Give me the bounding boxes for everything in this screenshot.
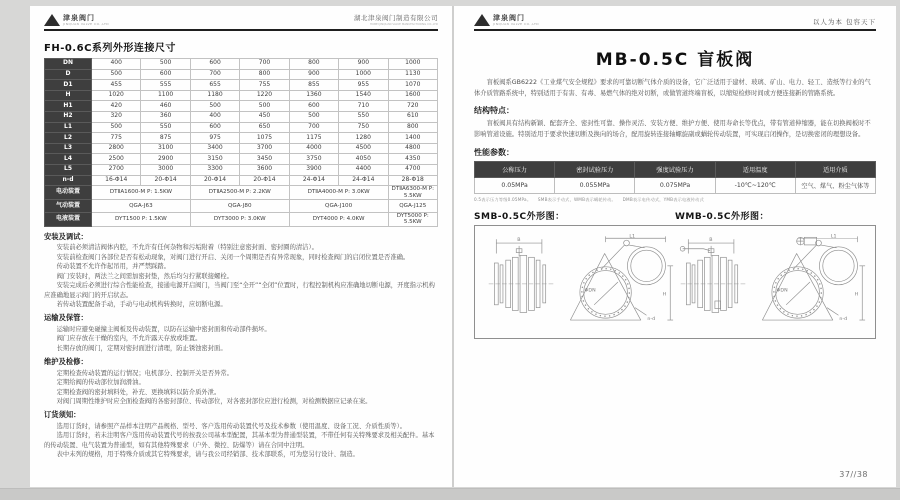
dim-cell: 1360	[289, 90, 338, 101]
dim-cell: 700	[289, 122, 338, 133]
actuator-cell: DTⅡA2500-M P: 2.2KW	[190, 186, 289, 200]
actuator-cell: DTⅡA6300-M P: 5.5KW	[388, 186, 437, 200]
actuator-cell: DTⅡA1600-M P: 1.5KW	[92, 186, 191, 200]
section-heading: 维护及检修：	[44, 357, 88, 367]
param-header: 适用温度	[715, 161, 795, 177]
smb-front-view-drawing	[559, 232, 675, 332]
dim-cell: 20-Φ14	[141, 175, 190, 186]
dim-label-dn: ΦDN	[776, 288, 788, 294]
dim-cell: 500	[240, 101, 289, 112]
dim-cell: 650	[240, 122, 289, 133]
param-value: 0.075MPa	[635, 177, 715, 193]
dim-cell: 550	[339, 111, 388, 122]
dim-label-dn: ΦDN	[584, 288, 596, 294]
dim-cell: 500	[92, 122, 141, 133]
actuator-cell: DYT5000 P: 5.5KW	[388, 212, 437, 226]
table-row	[45, 80, 438, 91]
row-label: L1	[45, 122, 92, 133]
dim-cell: 500	[289, 111, 338, 122]
actuator-cell: QGA-J80	[190, 199, 289, 212]
dim-cell: 3450	[240, 154, 289, 165]
dim-cell: 3300	[190, 164, 239, 175]
actuator-cell: DTⅡA4000-M P: 3.0KW	[289, 186, 388, 200]
dim-cell: 1540	[339, 90, 388, 101]
section-heading: 运输及保管：	[44, 313, 88, 323]
row-label: H1	[45, 101, 92, 112]
right-page	[454, 6, 896, 487]
dim-cell: 360	[141, 111, 190, 122]
dim-label-b: B	[517, 237, 521, 243]
dim-cell: 3700	[240, 143, 289, 154]
dim-cell: 1000	[388, 59, 437, 70]
table-row	[45, 143, 438, 154]
row-label: L4	[45, 154, 92, 165]
table-row	[45, 122, 438, 133]
smb-side-view-drawing	[483, 232, 559, 332]
dim-cell: 20-Φ14	[240, 175, 289, 186]
param-header: 强度试验压力	[635, 161, 715, 177]
table-row	[45, 101, 438, 112]
dim-cell: 1175	[289, 133, 338, 144]
dim-cell: 24-Φ14	[339, 175, 388, 186]
dim-cell: 800	[240, 69, 289, 80]
pages-container	[30, 6, 888, 487]
dim-cell: 3900	[289, 164, 338, 175]
dim-cell: 1180	[190, 90, 239, 101]
dim-cell: 855	[289, 80, 338, 91]
drawings-box	[474, 225, 876, 339]
param-value: 0.05MPa	[475, 177, 555, 193]
brand	[474, 14, 539, 26]
section-paragraph: 表中未列的规格，用于特殊介质或其它特殊要求，请与我公司经销部、技术部联系，可为您另行设计、制造。	[56, 451, 359, 459]
performance-table-head	[475, 161, 876, 177]
row-label: H	[45, 90, 92, 101]
row-label: D1	[45, 80, 92, 91]
actuator-cell: QGA-J125	[388, 199, 437, 212]
dim-label-nd: n-d	[839, 316, 848, 322]
dim-cell: 1100	[141, 90, 190, 101]
dim-cell: 550	[141, 122, 190, 133]
performance-table	[474, 161, 876, 194]
intro-paragraph: 盲板阀系GB6222《工业煤气安全规程》要求的可靠切断气体介质的设备，它广泛适用于建材、玻璃、矿山、电力、轻工、造纸等行业的气体介质管路系统中，特别适用于有害、有毒、易燃气体的绝对切断，或做管道终端盲板，以缩短检修时间或方便连接新的管路系统。	[474, 79, 871, 97]
dim-label-l1: L1	[629, 234, 636, 240]
dim-cell: 24-Φ14	[289, 175, 338, 186]
dim-cell: 720	[388, 101, 437, 112]
smb-drawing-title: SMB-0.5C外形图：	[474, 211, 565, 222]
dim-cell: 420	[92, 101, 141, 112]
dim-cell: 755	[240, 80, 289, 91]
page-title: MB-0.5C 盲板阀	[595, 50, 755, 70]
brand-name: 津泉阀门	[493, 14, 525, 23]
dim-label-h: H	[854, 292, 859, 298]
dim-cell: 1220	[240, 90, 289, 101]
dim-label-nd: n-d	[647, 316, 656, 322]
dim-cell: 1130	[388, 69, 437, 80]
dim-cell: 1280	[339, 133, 388, 144]
left-page-header	[44, 14, 438, 31]
dim-cell: 20-Φ14	[190, 175, 239, 186]
dim-cell: 4350	[388, 154, 437, 165]
dim-cell: 1000	[339, 69, 388, 80]
table-row	[45, 199, 438, 212]
table-row	[45, 59, 438, 70]
dim-label-h: H	[662, 292, 667, 298]
table-row	[45, 69, 438, 80]
dim-cell: 600	[141, 69, 190, 80]
dim-label-b: B	[709, 237, 713, 243]
dim-cell: 710	[339, 101, 388, 112]
section-paragraph: 定期检查传动装置的运行情况；电机部分、控制开关是否异常。	[56, 369, 233, 377]
company-slogan: 以人为本 包容天下	[812, 18, 876, 26]
section-paragraph: 定期给阀的传动部位加润滑油。	[56, 379, 145, 387]
dimension-table-body	[45, 59, 438, 227]
company-name: 湖北津泉阀门制造有限公司	[354, 13, 438, 22]
dim-cell: 600	[190, 122, 239, 133]
dim-cell: 2500	[92, 154, 141, 165]
section-paragraph: 若传动装置配备手动，手动与电动机构转换时，应切断电源。	[56, 300, 227, 308]
param-value: -10℃~120℃	[715, 177, 795, 193]
dim-cell: 450	[240, 111, 289, 122]
dim-cell: 875	[141, 133, 190, 144]
dim-cell: 3100	[141, 143, 190, 154]
dim-cell: 700	[240, 59, 289, 70]
dim-cell: 750	[339, 122, 388, 133]
param-header: 适用介质	[795, 161, 875, 177]
brand-name: 津泉阀门	[63, 14, 95, 23]
page-number: 37//38	[839, 470, 868, 479]
actuator-cell: QGA-J100	[289, 199, 388, 212]
row-label: 电液装置	[45, 212, 92, 226]
row-label: L5	[45, 164, 92, 175]
row-label: DN	[45, 59, 92, 70]
dim-cell: 955	[339, 80, 388, 91]
table-row	[475, 161, 876, 177]
dim-cell: 28-Φ18	[388, 175, 437, 186]
dim-cell: 1600	[388, 90, 437, 101]
dim-cell: 2700	[92, 164, 141, 175]
row-label: 气动装置	[45, 199, 92, 212]
table-row	[45, 175, 438, 186]
dim-cell: 655	[190, 80, 239, 91]
dim-cell: 3150	[190, 154, 239, 165]
actuator-cell: DYT3000 P: 3.0KW	[190, 212, 289, 226]
dimension-table	[44, 58, 438, 227]
dim-cell: 400	[190, 111, 239, 122]
table-row	[45, 212, 438, 226]
dim-cell: 3400	[190, 143, 239, 154]
section-paragraph: 安装前检查阀门各部位是否有松动现象，对阀门进行开启、关闭一个周期是否有异常现象，同时检查阀门的启闭位置是否准确。	[56, 253, 410, 261]
table-footnote: 0.5表示压力等级0.05MPa。 SMB表示手动式，WMB表示蜗轮传动。 DMB表示电传动式，YMB表示电液传动式	[474, 196, 704, 202]
param-value: 空气、煤气、粉尘气体等	[795, 177, 875, 193]
table-row	[45, 164, 438, 175]
dim-cell: 600	[190, 59, 239, 70]
dim-cell: 455	[92, 80, 141, 91]
dim-cell: 3750	[289, 154, 338, 165]
dim-cell: 4050	[339, 154, 388, 165]
table-row	[45, 90, 438, 101]
section-paragraph: 运输时应避免碰撞主阀板及传动装置，以防在运输中密封面和传动部件损坏。	[56, 325, 271, 333]
dim-cell: 3000	[141, 164, 190, 175]
drawing-titles	[474, 209, 876, 222]
row-label: 电动装置	[45, 186, 92, 200]
dim-cell: 4500	[339, 143, 388, 154]
dim-cell: 3600	[240, 164, 289, 175]
row-label: L3	[45, 143, 92, 154]
dim-cell: 900	[339, 59, 388, 70]
section-paragraph: 长期存放的阀门，定期对密封面进行清理，防止锈蚀密封面。	[56, 344, 227, 352]
brand-logo-icon	[44, 14, 60, 26]
left-section-title: FH-0.6C系列外形连接尺寸	[44, 43, 176, 54]
left-page	[30, 6, 452, 487]
dim-cell: 1020	[92, 90, 141, 101]
row-label: H2	[45, 111, 92, 122]
dim-cell: 775	[92, 133, 141, 144]
section-paragraph: 定期检查阀的密封填料处，补充、更换填料以防介质外泄。	[56, 388, 221, 396]
dim-cell: 500	[141, 59, 190, 70]
row-label: D	[45, 69, 92, 80]
section-paragraph: 传动装置不允许作起吊用，并严禁踩踏。	[56, 263, 170, 271]
table-row	[45, 133, 438, 144]
wmb-side-view-drawing	[675, 232, 751, 332]
brand-logo-icon	[474, 14, 490, 26]
brand-subtitle: JINQUAN VALVE CO.,LTD	[63, 21, 110, 26]
features-heading: 结构特点：	[474, 106, 514, 116]
brand-text	[493, 15, 539, 26]
dim-cell: 1070	[388, 80, 437, 91]
dim-cell: 1400	[388, 133, 437, 144]
dim-cell: 320	[92, 111, 141, 122]
param-header: 密封试验压力	[555, 161, 635, 177]
section-paragraph: 阀门安装时，两法兰之间需加密封垫，然后均匀拧紧联接螺栓。	[56, 272, 233, 280]
dim-cell: 700	[190, 69, 239, 80]
actuator-cell: DYT1500 P: 1.5KW	[92, 212, 191, 226]
params-heading: 性能参数：	[474, 147, 514, 157]
dim-cell: 975	[190, 133, 239, 144]
brand-text	[63, 15, 109, 26]
dim-cell: 610	[388, 111, 437, 122]
dim-cell: 4700	[388, 164, 437, 175]
section-paragraph: 安装前必须清洁阀体内腔，不允许有任何杂物和污垢附着（特别注意密封面、密封圈的清洁）。	[56, 244, 318, 252]
dim-cell: 1075	[240, 133, 289, 144]
dim-label-l1: L1	[830, 234, 837, 240]
dim-cell: 500	[190, 101, 239, 112]
section-heading: 订货须知：	[44, 410, 81, 420]
wmb-front-view-drawing	[751, 232, 867, 332]
dim-cell: 4000	[289, 143, 338, 154]
table-row	[475, 177, 876, 193]
dim-cell: 500	[92, 69, 141, 80]
wmb-drawing-title: WMB-0.5C外形图：	[675, 211, 770, 222]
section-paragraph: 对阀门周期性维护时应全面检查阀的各密封部位、传动部位，对各密封部位应进行检测，对检测数据应记录在案。	[56, 398, 372, 405]
left-text-sections	[44, 232, 438, 460]
actuator-cell: DYT4000 P: 4.0KW	[289, 212, 388, 226]
dim-cell: 2800	[92, 143, 141, 154]
dim-cell: 800	[388, 122, 437, 133]
section-paragraph: 安装完成后必须进行综合性能检查，接通电源开启阀门，当阀门至“全开”“全闭”位置时，行程控制机构应准确地切断电源，开度指示机构应准确地显示阀门的开启状态。	[44, 282, 435, 299]
dim-cell: 4400	[339, 164, 388, 175]
dim-cell: 800	[289, 59, 338, 70]
actuator-cell: QGA-J63	[92, 199, 191, 212]
table-row	[45, 186, 438, 200]
table-row	[45, 111, 438, 122]
dim-cell: 2900	[141, 154, 190, 165]
param-value: 0.055MPa	[555, 177, 635, 193]
dim-cell: 460	[141, 101, 190, 112]
right-page-header	[474, 14, 876, 31]
dim-cell: 16-Φ14	[92, 175, 141, 186]
brand-subtitle: JINQUAN VALVE CO.,LTD	[493, 21, 540, 26]
row-label: L2	[45, 133, 92, 144]
section-heading: 安装及调试：	[44, 231, 88, 241]
section-paragraph: 阀门应存放在干燥的室内，不允许露天存放或堆置。	[56, 335, 202, 343]
dim-cell: 555	[141, 80, 190, 91]
dim-cell: 4800	[388, 143, 437, 154]
section-paragraph: 选用订货时，请参照产品样本注明产品规格、型号、客户选用传动装置代号及技术参数（使用温度、设备工况、介质性质等）。	[56, 422, 407, 430]
section-paragraph: 选用订货时，若未注明客户选用传动装置代号的按我公司基本型配置，其基本型为普通型装置，不带任何有关特殊要求及相关配件。基本的传动装置、电气装置为普通型，如有其他特殊要求（户外、微控、防爆等）请在合同中注明。	[44, 432, 435, 449]
dim-cell: 600	[289, 101, 338, 112]
dim-cell: 900	[289, 69, 338, 80]
features-paragraph: 盲板阀具有结构新颖、配套齐全、密封性可靠、操作灵活、安装方便、维护方便、使用寿命长等优点，带有管道伸缩器，能在切换阀板时不影响管道设施。特别适用于要求快速切断及换向的场合，配用旋转连接轴螺旋副或蜗轮传动装置，可实现启闭操作，是切换密闭的理想设备。	[474, 120, 871, 139]
right-header-right	[813, 17, 876, 26]
performance-table-body	[475, 177, 876, 193]
table-row	[45, 154, 438, 165]
row-label: n-d	[45, 175, 92, 186]
param-header: 公称压力	[475, 161, 555, 177]
dim-cell: 400	[92, 59, 141, 70]
left-header-right	[354, 15, 438, 26]
company-name-en: HUBEI JINQUAN VALVE MANUFACTURING CO.,LTD	[369, 21, 438, 26]
brand	[44, 14, 109, 26]
